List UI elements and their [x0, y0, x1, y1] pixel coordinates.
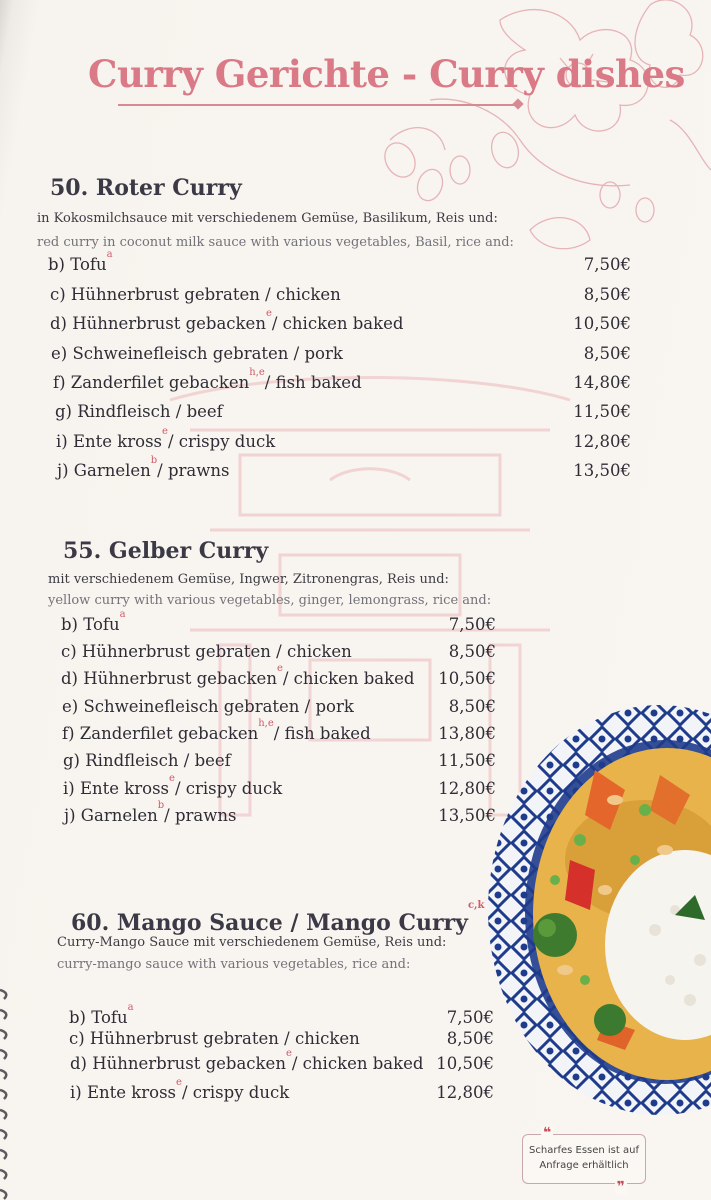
- section-description-de: mit verschiedenem Gemüse, Ingwer, Zitronengras, Reis und:: [48, 572, 449, 587]
- allergen-marker: a: [106, 249, 113, 260]
- menu-item-label: i) Ente kross: [70, 1083, 177, 1102]
- menu-item: [69, 1002, 134, 1027]
- menu-item-label: b) Tofu: [69, 1008, 128, 1027]
- menu-item-price: 8,50€: [446, 1029, 494, 1048]
- menu-item: [64, 800, 237, 825]
- menu-item: [70, 1048, 424, 1073]
- menu-item-label: e) Schweinefleisch gebraten / pork: [62, 697, 354, 716]
- menu-item-label: b) Tofu: [61, 615, 120, 634]
- menu-item: [70, 1077, 290, 1102]
- menu-item: [62, 697, 354, 716]
- menu-item: [61, 642, 352, 661]
- allergen-marker: b: [157, 800, 165, 811]
- menu-item-price: 13,50€: [438, 806, 496, 825]
- menu-item-label: e) Schweinefleisch gebraten / pork: [51, 344, 343, 363]
- menu-item-label: f) Zanderfilet gebacken: [62, 724, 259, 743]
- menu-item-price: 14,80€: [573, 373, 631, 392]
- menu-item-price: 7,50€: [448, 615, 496, 634]
- menu-item-label: d) Hühnerbrust gebacken: [70, 1054, 286, 1073]
- menu-item-price: 12,80€: [573, 432, 631, 451]
- menu-item-price: 8,50€: [448, 642, 496, 661]
- quote-close-icon: ❞: [616, 1179, 625, 1195]
- menu-item-price: 7,50€: [583, 255, 631, 274]
- section-description-en: curry-mango sauce with various vegetables, rice and:: [57, 957, 411, 972]
- section-title-gelber-curry: 55. Gelber Curry: [63, 538, 269, 564]
- quote-open-icon: ❝: [543, 1125, 552, 1141]
- menu-item-price: 7,50€: [446, 1008, 494, 1027]
- menu-item-label: j) Garnelen: [64, 806, 158, 825]
- menu-item-price: 12,80€: [438, 779, 496, 798]
- title-underline: [118, 104, 518, 106]
- menu-item: [50, 308, 404, 333]
- badge-line-1: Scharfes Essen ist auf: [529, 1145, 639, 1156]
- menu-item-label: b) Tofu: [48, 255, 107, 274]
- menu-item-translation: / fish baked: [273, 724, 371, 743]
- menu-item: [48, 249, 113, 274]
- allergen-marker: e: [276, 663, 283, 674]
- allergen-marker: e: [169, 773, 175, 784]
- spiral-binding: [0, 0, 20, 1200]
- menu-item: [61, 609, 126, 634]
- spicy-note-badge: [522, 1125, 646, 1195]
- allergen-marker: h,e: [249, 367, 265, 378]
- menu-item: [62, 718, 371, 743]
- menu-item-price: 12,80€: [436, 1083, 494, 1102]
- badge-line-2: Anfrage erhältlich: [539, 1160, 629, 1171]
- menu-item-translation: / fish baked: [264, 373, 362, 392]
- menu-item: [50, 285, 341, 304]
- section-description-en: red curry in coconut milk sauce with various vegetables, Basil, rice and:: [37, 235, 514, 250]
- menu-item-price: 11,50€: [438, 751, 496, 770]
- allergen-marker: e: [162, 426, 168, 437]
- menu-item: [51, 344, 343, 363]
- menu-item-label: j) Garnelen: [57, 461, 151, 480]
- menu-item-price: 10,50€: [438, 669, 496, 688]
- menu-item-translation: / chicken baked: [282, 669, 415, 688]
- allergen-marker: a: [119, 609, 126, 620]
- menu-item-label: d) Hühnerbrust gebacken: [61, 669, 277, 688]
- menu-item: [69, 1029, 360, 1048]
- menu-item-translation: / prawns: [157, 461, 230, 480]
- menu-item-price: 10,50€: [436, 1054, 494, 1073]
- section-description-de: in Kokosmilchsauce mit verschiedenem Gemüse, Basilikum, Reis und:: [37, 211, 498, 226]
- menu-item: [57, 455, 230, 480]
- menu-item-price: 8,50€: [583, 285, 631, 304]
- menu-item: [61, 663, 415, 688]
- menu-item-label: i) Ente kross: [56, 432, 163, 451]
- menu-item-translation: / crispy duck: [181, 1083, 290, 1102]
- curry-plate-photo: [485, 700, 711, 1130]
- menu-item: [63, 773, 283, 798]
- menu-item-label: c) Hühnerbrust gebraten / chicken: [50, 285, 341, 304]
- menu-item-label: f) Zanderfilet gebacken: [53, 373, 250, 392]
- allergen-marker: e: [285, 1048, 292, 1059]
- menu-item-translation: / prawns: [164, 806, 237, 825]
- menu-item-price: 13,50€: [573, 461, 631, 480]
- menu-item: [63, 751, 231, 770]
- menu-item-price: 8,50€: [448, 697, 496, 716]
- menu-item-translation: / crispy duck: [174, 779, 283, 798]
- menu-item-label: g) Rindfleisch / beef: [63, 751, 231, 770]
- allergen-marker: a: [127, 1002, 134, 1013]
- menu-item-label: c) Hühnerbrust gebraten / chicken: [61, 642, 352, 661]
- allergen-marker: b: [150, 455, 158, 466]
- menu-item-translation: / chicken baked: [271, 314, 404, 333]
- allergen-marker: e: [265, 308, 272, 319]
- allergen-marker: h,e: [258, 718, 274, 729]
- menu-item-label: i) Ente kross: [63, 779, 170, 798]
- allergen-marker: c,k: [467, 900, 485, 911]
- section-title-roter-curry: 50. Roter Curry: [50, 175, 242, 201]
- menu-item-translation: / chicken baked: [291, 1054, 424, 1073]
- menu-item-price: 8,50€: [583, 344, 631, 363]
- menu-item: [56, 426, 276, 451]
- menu-item-label: g) Rindfleisch / beef: [55, 402, 223, 421]
- menu-item-translation: / crispy duck: [167, 432, 276, 451]
- menu-item-label: c) Hühnerbrust gebraten / chicken: [69, 1029, 360, 1048]
- menu-item: [55, 402, 223, 421]
- section-title-mango-curry: 60. Mango Sauce / Mango Curry$^{c,k}$: [71, 900, 485, 936]
- menu-item: [53, 367, 362, 392]
- section-description-en: yellow curry with various vegetables, ginger, lemongrass, rice and:: [48, 593, 492, 608]
- menu-item-price: 10,50€: [573, 314, 631, 333]
- section-description-de: Curry-Mango Sauce mit verschiedenem Gemüse, Reis und:: [57, 935, 447, 950]
- allergen-marker: e: [176, 1077, 182, 1088]
- menu-item-label: d) Hühnerbrust gebacken: [50, 314, 266, 333]
- page-title: Curry Gerichte - Curry dishes: [88, 52, 685, 96]
- menu-item-price: 11,50€: [573, 402, 631, 421]
- menu-item-price: 13,80€: [438, 724, 496, 743]
